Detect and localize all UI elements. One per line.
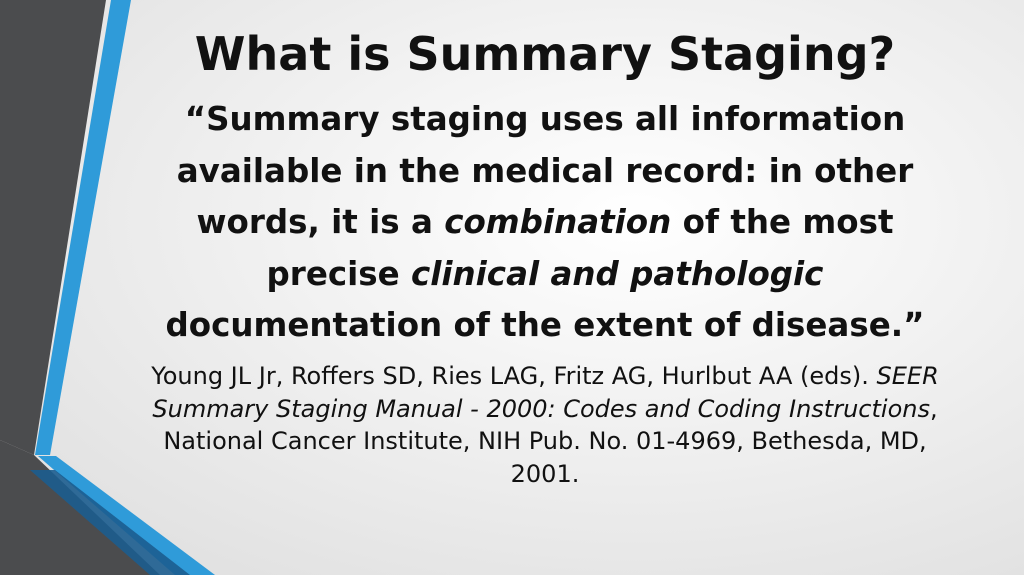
quote-part-1: “Summary staging uses all information available in the medical record: in other words, it is a: [176, 100, 914, 241]
quote-part-3: documentation of the extent of disease.”: [165, 306, 925, 344]
citation-details: , National Cancer Institute, NIH Pub. No. 01-4969, Bethesda, MD, 2001.: [163, 394, 938, 488]
quote-emphasis-combination: combination: [444, 203, 672, 241]
quote-part-2: of the most precise: [266, 203, 894, 293]
quote-emphasis-clinical-pathologic: clinical and pathologic: [410, 254, 824, 293]
citation-work-title: SEER Summary Staging Manual - 2000: Codes and Coding Instructions: [152, 362, 939, 423]
quote-text: [130, 94, 960, 352]
slide-title: What is Summary Staging?: [194, 27, 896, 81]
citation-authors: Young JL Jr, Roffers SD, Ries LAG, Fritz AG, Hurlbut AA (eds).: [151, 362, 877, 390]
citation-text: [130, 360, 960, 490]
